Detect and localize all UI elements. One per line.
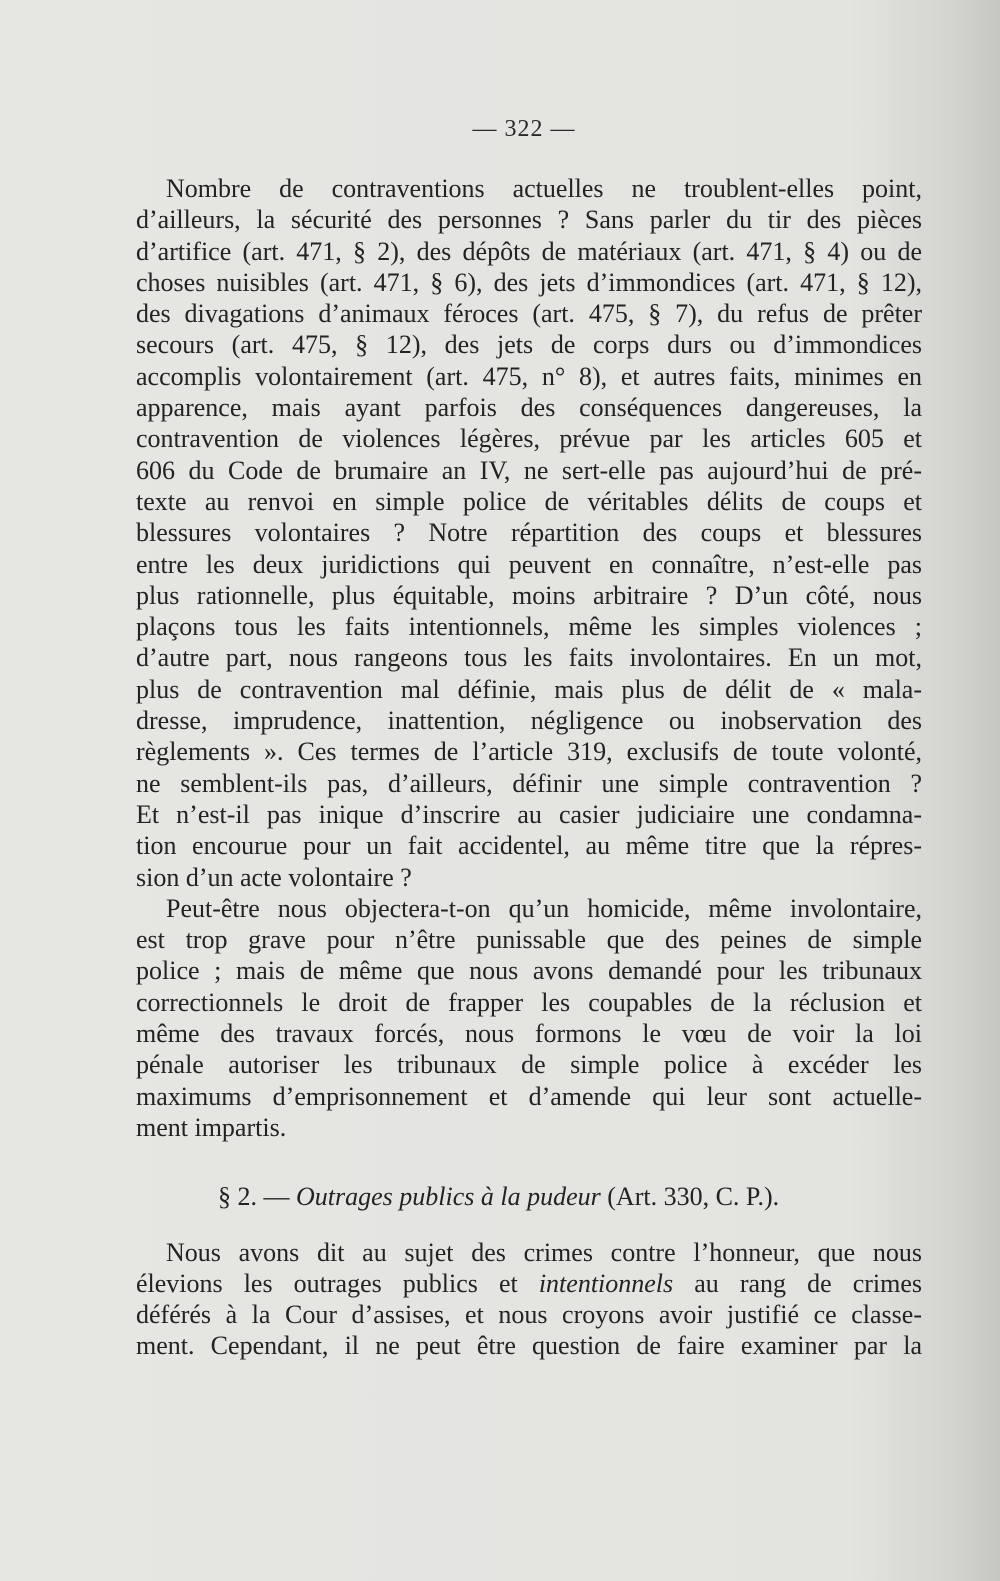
section-number: § 2. —	[218, 1182, 290, 1212]
paragraph-3	[136, 1237, 922, 1362]
text-line	[136, 1268, 922, 1299]
text-line: Nombre de contraventions actuelles ne troublent-elles point,	[166, 174, 922, 203]
text-line: plus rationnelle, plus équitable, moins arbitraire ? D’un côté, nous	[136, 580, 922, 610]
text-line: apparence, mais ayant parfois des conséquences dangereuses, la	[136, 393, 922, 423]
text-line: 606 du Code de brumaire an IV, ne sert-elle pas aujourd’hui de pré-	[136, 455, 922, 485]
italic-word: intentionnels	[538, 1268, 674, 1298]
text-line: police ; mais de même que nous avons demandé pour les tribunaux	[136, 956, 922, 986]
text-line: plaçons tous les faits intentionnels, même les simples violences ;	[136, 612, 922, 642]
text-line: Peut-être nous objectera-t-on qu’un homicide, même involontaire,	[166, 893, 922, 923]
text-line: Nous avons dit au sujet des crimes contre l’honneur, que nous	[166, 1237, 922, 1267]
text-line: ne semblent-ils pas, d’ailleurs, définir une simple contravention ?	[136, 768, 922, 798]
text-line: sion d’un acte volontaire ?	[136, 862, 412, 892]
section-heading	[136, 1181, 922, 1212]
section-reference: (Art. 330, C. P.).	[607, 1182, 780, 1212]
text-line: Et n’est-il pas inique d’inscrire au casier judiciaire une condamna-	[136, 799, 922, 829]
text-line: plus de contravention mal définie, mais plus de délit de « mala-	[136, 674, 922, 704]
text-line: maximums d’emprisonnement et d’amende qui leur sont actuelle-	[136, 1081, 922, 1111]
text-line: même des travaux forcés, nous formons le vœu de voir la loi	[136, 1019, 922, 1049]
paragraph-2	[136, 893, 922, 1143]
text-line: est trop grave pour n’être punissable que des peines de simple	[136, 925, 922, 955]
text-line: dresse, imprudence, inattention, négligence ou inobservation des	[136, 706, 922, 736]
text-line: ment impartis.	[136, 1112, 287, 1142]
text-line: correctionnels le droit de frapper les coupables de la réclusion et	[136, 987, 922, 1017]
page-number: — 322 —	[472, 116, 576, 142]
text-fragment: élevions les outrages publics et	[136, 1268, 518, 1298]
body-text	[136, 173, 922, 1362]
text-line: d’artifice (art. 471, § 2), des dépôts de matériaux (art. 471, § 4) ou de	[136, 236, 922, 266]
text-line: tion encourue pour un fait accidentel, au même titre que la répres-	[136, 831, 922, 861]
text-line: contravention de violences légères, prévue par les articles 605 et	[136, 424, 922, 454]
text-line: secours (art. 475, § 12), des jets de corps durs ou d’immondices	[136, 330, 922, 360]
section-title: Outrages publics à la pudeur	[296, 1182, 601, 1212]
text-line: entre les deux juridictions qui peuvent en connaître, n’est-elle pas	[136, 549, 922, 579]
text-line: pénale autoriser les tribunaux de simple police à excéder les	[136, 1050, 922, 1080]
text-line: choses nuisibles (art. 471, § 6), des jets d’immondices (art. 471, § 12),	[136, 267, 922, 297]
text-line: d’autre part, nous rangeons tous les faits involontaires. En un mot,	[136, 643, 922, 673]
text-line: des divagations d’animaux féroces (art. 475, § 7), du refus de prêter	[136, 299, 922, 329]
text-line: ment. Cependant, il ne peut être question de faire examiner par la	[136, 1331, 922, 1361]
text-line: règlements ». Ces termes de l’article 319, exclusifs de toute volonté,	[136, 737, 922, 767]
text-line: d’ailleurs, la sécurité des personnes ? Sans parler du tir des pièces	[136, 205, 922, 235]
text-line: texte au renvoi en simple police de véritables délits de coups et	[136, 486, 922, 516]
text-line: déférés à la Cour d’assises, et nous croyons avoir justifié ce classe-	[136, 1300, 922, 1330]
text-line: blessures volontaires ? Notre répartition des coups et blessures	[136, 518, 922, 548]
text-line: accomplis volontairement (art. 475, n° 8), et autres faits, minimes en	[136, 361, 922, 391]
text-fragment: au rang de crimes	[694, 1268, 923, 1298]
paragraph-1	[136, 173, 922, 893]
